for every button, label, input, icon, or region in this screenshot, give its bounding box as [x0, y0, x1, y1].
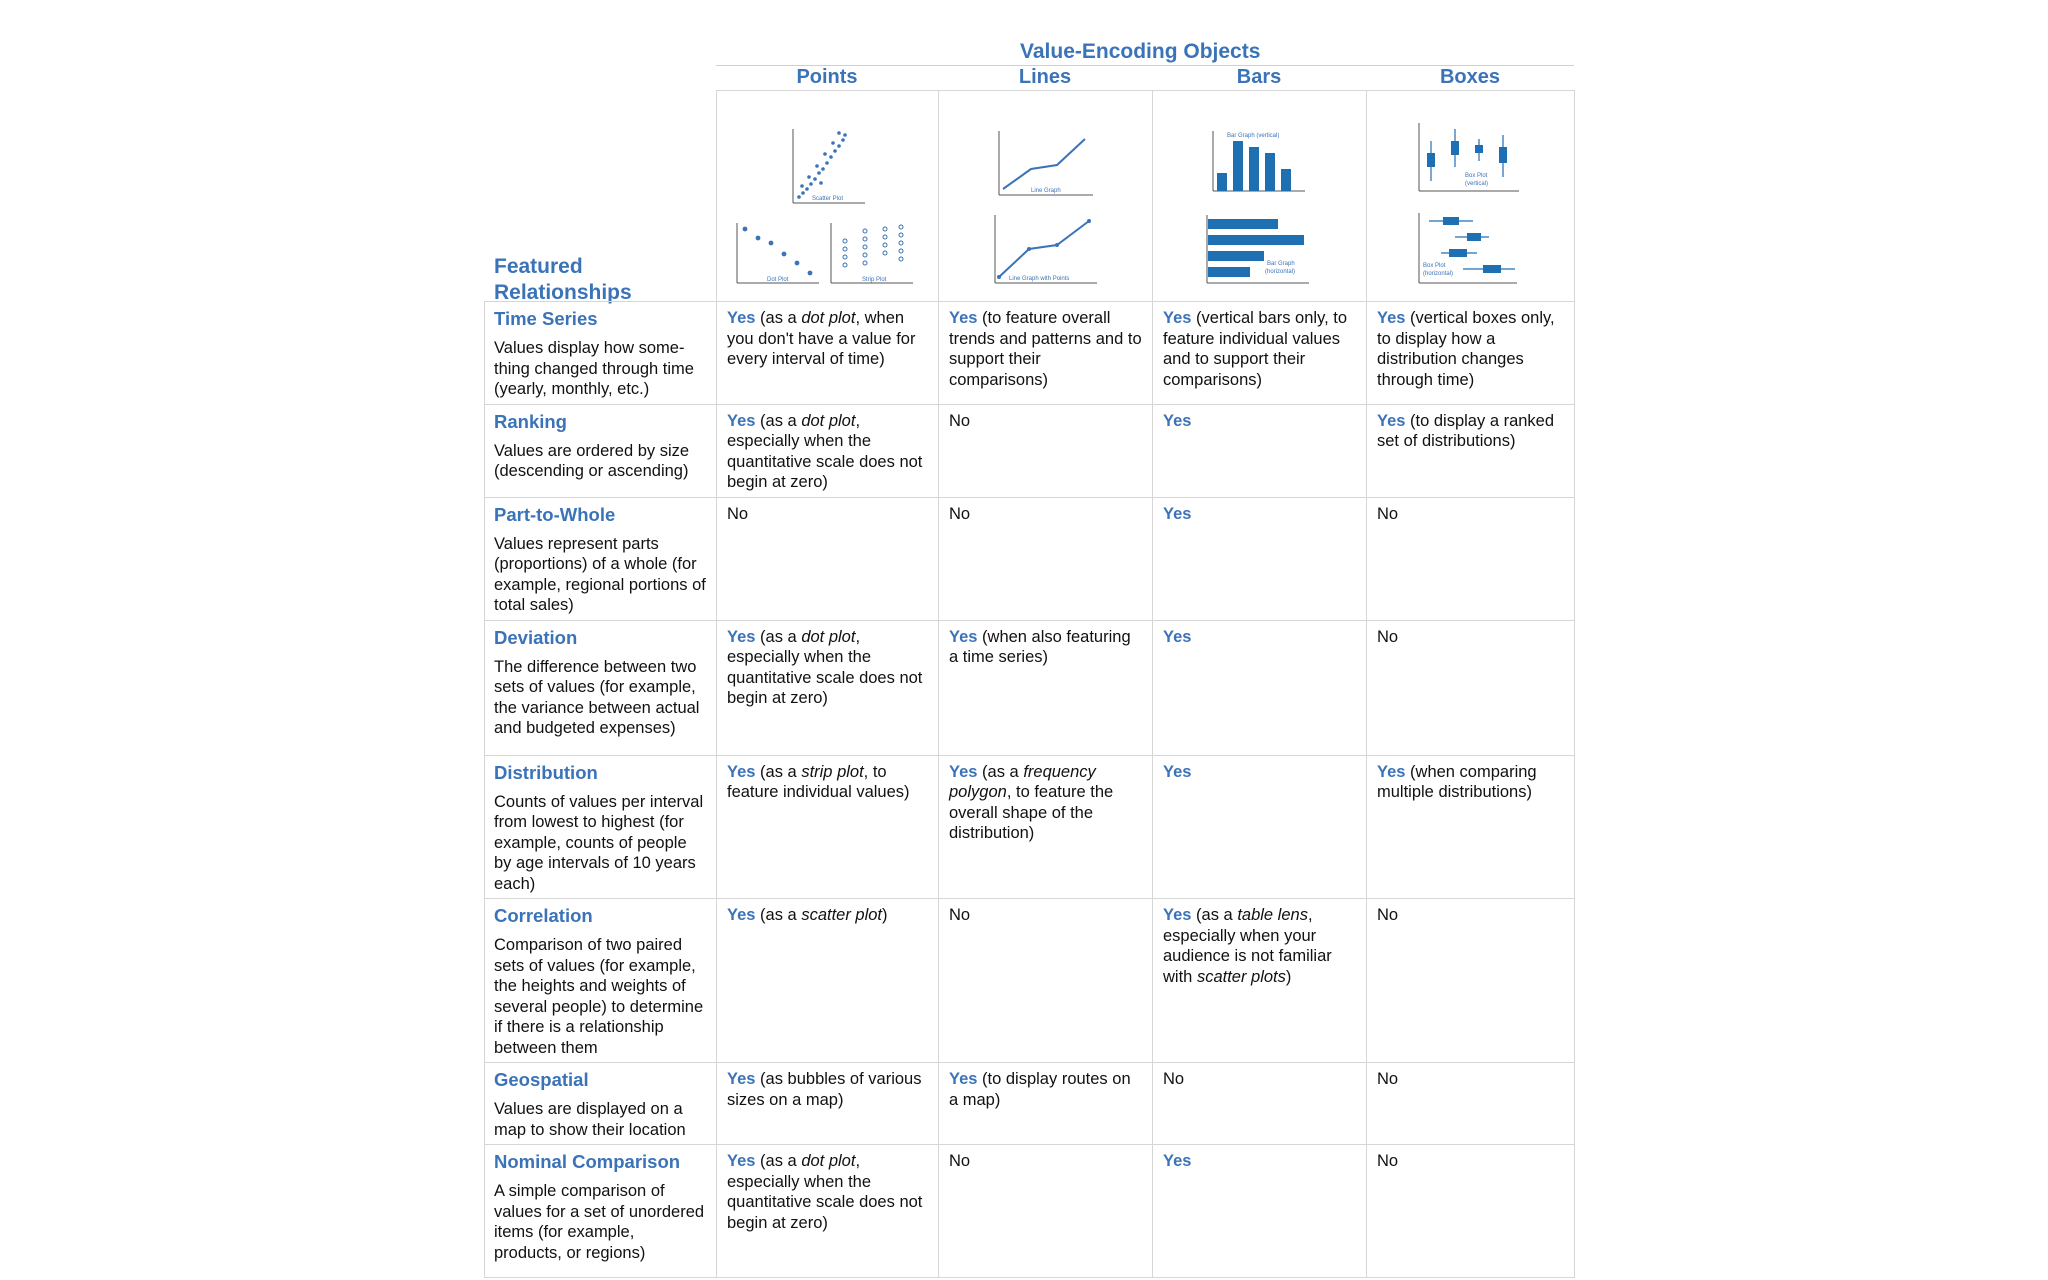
note-text: , especially when the quantitative scale does not begin at zero)	[727, 1152, 923, 1232]
note-text: , to feature the overall shape of the distribution)	[949, 783, 1114, 842]
row-title: Nominal Comparison	[494, 1151, 681, 1172]
points-thumbnail-svg	[717, 91, 939, 301]
table-row-part-to-whole	[485, 497, 1575, 620]
row-header	[485, 497, 717, 620]
dot-plot-label: Dot Plot	[767, 277, 789, 283]
row-description: Values are displayed on a map to show their location	[494, 1100, 686, 1139]
line-graph-with-points-thumbnail	[995, 215, 1097, 283]
row-description: Values are ordered by size (descending or ascending)	[494, 441, 690, 480]
note-text: , to feature individual values)	[727, 762, 910, 801]
cell-bars	[1153, 620, 1367, 755]
featured-title-line2: Relationships	[494, 281, 632, 304]
cell-lines	[939, 404, 1153, 497]
note-text: (vertical bars only, to feature individual values and to support their comparisons)	[1163, 309, 1348, 389]
vertical-bar-graph-label: Bar Graph (vertical)	[1227, 133, 1280, 139]
verdict-yes: Yes	[727, 309, 756, 327]
verdict-no: No	[1163, 1070, 1185, 1088]
note-emphasis: dot plot	[801, 627, 856, 646]
verdict-no: No	[1377, 627, 1399, 646]
note-text: (when comparing multiple distributions)	[1377, 762, 1537, 801]
note-emphasis: dot plot	[801, 1152, 856, 1170]
note-text: (as bubbles of various sizes on a map)	[727, 1070, 922, 1109]
verdict-yes: Yes	[727, 762, 756, 781]
note-text: (as a	[755, 762, 802, 781]
verdict-yes: Yes	[1163, 504, 1192, 523]
boxes-thumbnail-svg	[1367, 91, 1575, 301]
verdict-yes: Yes	[727, 627, 756, 646]
featured-title-line1: Featured	[494, 255, 583, 278]
note-emphasis: scatter plots	[1196, 967, 1286, 986]
table-row-deviation	[485, 620, 1575, 755]
table-row-nominal-comparison	[485, 1145, 1575, 1278]
table-row-ranking	[485, 404, 1575, 497]
row-header	[485, 620, 717, 755]
verdict-yes: Yes	[1163, 309, 1192, 327]
verdict-yes: Yes	[727, 906, 756, 924]
verdict-no: No	[1377, 504, 1399, 523]
row-title: Deviation	[494, 626, 578, 648]
strip-plot-thumbnail	[831, 223, 913, 283]
column-header-bars: Bars	[1236, 66, 1282, 88]
cell-points	[717, 755, 939, 899]
cell-boxes	[1367, 899, 1575, 1063]
row-description: Counts of values per interval from lowest to highest (for example, counts of people by age intervals of 10 years each)	[494, 792, 704, 893]
row-title: Geospatial	[494, 1069, 589, 1090]
scatter-plot-label: Scatter Plot	[812, 196, 844, 202]
vertical-box-plot-thumbnail	[1419, 123, 1519, 191]
cell-lines	[939, 1145, 1153, 1278]
note-text: (vertical boxes only, to display how a distribution changes through time)	[1377, 309, 1555, 389]
note-emphasis: dot plot	[801, 411, 856, 430]
verdict-no: No	[949, 906, 971, 924]
table-row-correlation	[485, 899, 1575, 1063]
verdict-no: No	[727, 504, 749, 523]
bars-thumbnails	[1153, 91, 1367, 302]
row-description: Values display how some-thing changed through time (yearly, monthly, etc.)	[494, 339, 694, 398]
note-text: (as a	[755, 309, 802, 327]
cell-lines	[939, 755, 1153, 899]
cell-lines	[939, 302, 1153, 405]
table-row-time-series	[485, 302, 1575, 405]
note-text: )	[882, 906, 888, 924]
verdict-no: No	[949, 1152, 971, 1170]
horizontal-bar-graph-thumbnail	[1207, 215, 1309, 283]
cell-boxes	[1367, 1063, 1575, 1145]
row-description: Comparison of two paired sets of values (for example, the heights and weights of several people) to determine if there is a relationship between them	[494, 936, 704, 1057]
cell-bars	[1153, 1063, 1367, 1145]
line-graph-with-points-label: Line Graph with Points	[1009, 276, 1070, 282]
row-title: Correlation	[494, 905, 593, 926]
note-text: (as a	[755, 906, 802, 924]
verdict-no: No	[1377, 906, 1399, 924]
verdict-yes: Yes	[949, 309, 978, 327]
lines-thumbnail-svg	[939, 91, 1153, 301]
verdict-yes: Yes	[1377, 411, 1406, 430]
verdict-yes: Yes	[949, 627, 978, 646]
cell-boxes	[1367, 302, 1575, 405]
note-emphasis: table lens	[1237, 906, 1308, 924]
verdict-yes: Yes	[1163, 906, 1192, 924]
cell-points	[717, 404, 939, 497]
row-header	[485, 404, 717, 497]
cell-points	[717, 1063, 939, 1145]
thumbnail-row	[485, 91, 1575, 302]
table-row-distribution	[485, 755, 1575, 899]
cell-lines	[939, 620, 1153, 755]
vertical-bar-graph-thumbnail	[1213, 131, 1305, 191]
note-text: (as a	[1191, 906, 1238, 924]
verdict-yes: Yes	[1163, 762, 1192, 781]
horizontal-box-plot-sublabel: (horizontal)	[1423, 271, 1454, 277]
column-header-boxes: Boxes	[1439, 66, 1501, 88]
verdict-yes: Yes	[1163, 411, 1192, 430]
verdict-no: No	[949, 504, 971, 523]
note-text: (to feature overall trends and patterns and to support their comparisons)	[949, 309, 1142, 389]
note-emphasis: scatter plot	[801, 906, 883, 924]
note-text: (as a	[755, 627, 802, 646]
matrix-table	[484, 90, 1575, 1278]
note-emphasis: frequency polygon	[949, 762, 1096, 801]
row-description: The difference between two sets of values (for example, the variance between actual and budgeted expenses)	[494, 657, 700, 737]
note-text: , especially when your audience is not familiar with	[1163, 906, 1332, 986]
horizontal-box-plot-thumbnail	[1419, 213, 1517, 283]
strip-plot-label: Strip Plot	[862, 277, 887, 283]
points-thumbnails	[717, 91, 939, 302]
row-header	[485, 1145, 717, 1278]
bars-thumbnail-svg	[1153, 91, 1367, 301]
verdict-no: No	[1377, 1152, 1399, 1170]
row-header	[485, 302, 717, 405]
horizontal-box-plot-label: Box Plot	[1423, 263, 1446, 269]
cell-bars	[1153, 302, 1367, 405]
note-text: (when also featuring a time series)	[949, 627, 1131, 666]
cell-points	[717, 620, 939, 755]
vertical-box-plot-sublabel: (vertical)	[1465, 181, 1489, 187]
cell-bars	[1153, 755, 1367, 899]
verdict-yes: Yes	[1377, 762, 1406, 781]
row-title: Part-to-Whole	[494, 503, 616, 525]
row-header	[485, 1063, 717, 1145]
boxes-thumbnails	[1367, 91, 1575, 302]
cell-boxes	[1367, 755, 1575, 899]
cell-bars	[1153, 497, 1367, 620]
row-title: Time Series	[494, 308, 598, 329]
vertical-box-plot-label: Box Plot	[1465, 173, 1488, 179]
verdict-yes: Yes	[727, 1070, 756, 1088]
verdict-yes: Yes	[1163, 627, 1192, 646]
cell-boxes	[1367, 1145, 1575, 1278]
note-text: , when you don't have a value for every interval of time)	[727, 309, 916, 368]
note-text: (as a	[755, 411, 802, 430]
verdict-no: No	[1377, 1070, 1399, 1088]
horizontal-bar-graph-sublabel: (horizontal)	[1265, 269, 1296, 275]
verdict-yes: Yes	[949, 1070, 978, 1088]
note-text: , especially when the quantitative scale does not begin at zero)	[727, 411, 923, 491]
verdict-yes: Yes	[727, 411, 756, 430]
cell-lines	[939, 497, 1153, 620]
cell-bars	[1153, 899, 1367, 1063]
cell-lines	[939, 899, 1153, 1063]
verdict-yes: Yes	[949, 762, 978, 781]
verdict-yes: Yes	[1163, 1152, 1192, 1170]
super-title: Value-Encoding Objects	[1020, 40, 1261, 63]
note-text: (as a	[755, 1152, 802, 1170]
column-header-points: Points	[796, 66, 858, 88]
cell-bars	[1153, 404, 1367, 497]
note-text: (to display routes on a map)	[949, 1070, 1131, 1109]
line-graph-thumbnail	[999, 131, 1093, 195]
note-text: , especially when the quantitative scale does not begin at zero)	[727, 627, 923, 707]
verdict-no: No	[949, 411, 971, 430]
note-emphasis: strip plot	[801, 762, 864, 781]
cell-points	[717, 302, 939, 405]
row-description: A simple comparison of values for a set of unordered items (for example, products, or regions)	[494, 1182, 705, 1262]
note-text: (as a	[977, 762, 1024, 781]
table-row-geospatial	[485, 1063, 1575, 1145]
row-header	[485, 899, 717, 1063]
cell-boxes	[1367, 497, 1575, 620]
cell-points	[717, 899, 939, 1063]
verdict-yes: Yes	[727, 1152, 756, 1170]
note-text: (to display a ranked set of distributions)	[1377, 411, 1555, 450]
cell-lines	[939, 1063, 1153, 1145]
note-text: )	[1285, 967, 1292, 986]
cell-bars	[1153, 1145, 1367, 1278]
cell-points	[717, 497, 939, 620]
corner-cell	[485, 91, 717, 302]
note-emphasis: dot plot	[801, 309, 856, 327]
row-header	[485, 755, 717, 899]
lines-thumbnails	[939, 91, 1153, 302]
cell-points	[717, 1145, 939, 1278]
horizontal-bar-graph-label: Bar Graph	[1267, 261, 1295, 267]
verdict-yes: Yes	[1377, 309, 1406, 327]
column-header-lines: Lines	[1018, 66, 1072, 88]
line-graph-label: Line Graph	[1031, 188, 1061, 194]
cell-boxes	[1367, 620, 1575, 755]
row-title: Distribution	[494, 761, 598, 783]
dot-plot-thumbnail	[737, 223, 819, 283]
row-title: Ranking	[494, 410, 567, 432]
cell-boxes	[1367, 404, 1575, 497]
row-description: Values represent parts (proportions) of a whole (for example, regional portions of total sales)	[494, 534, 706, 614]
scatter-plot-thumbnail	[793, 129, 865, 203]
